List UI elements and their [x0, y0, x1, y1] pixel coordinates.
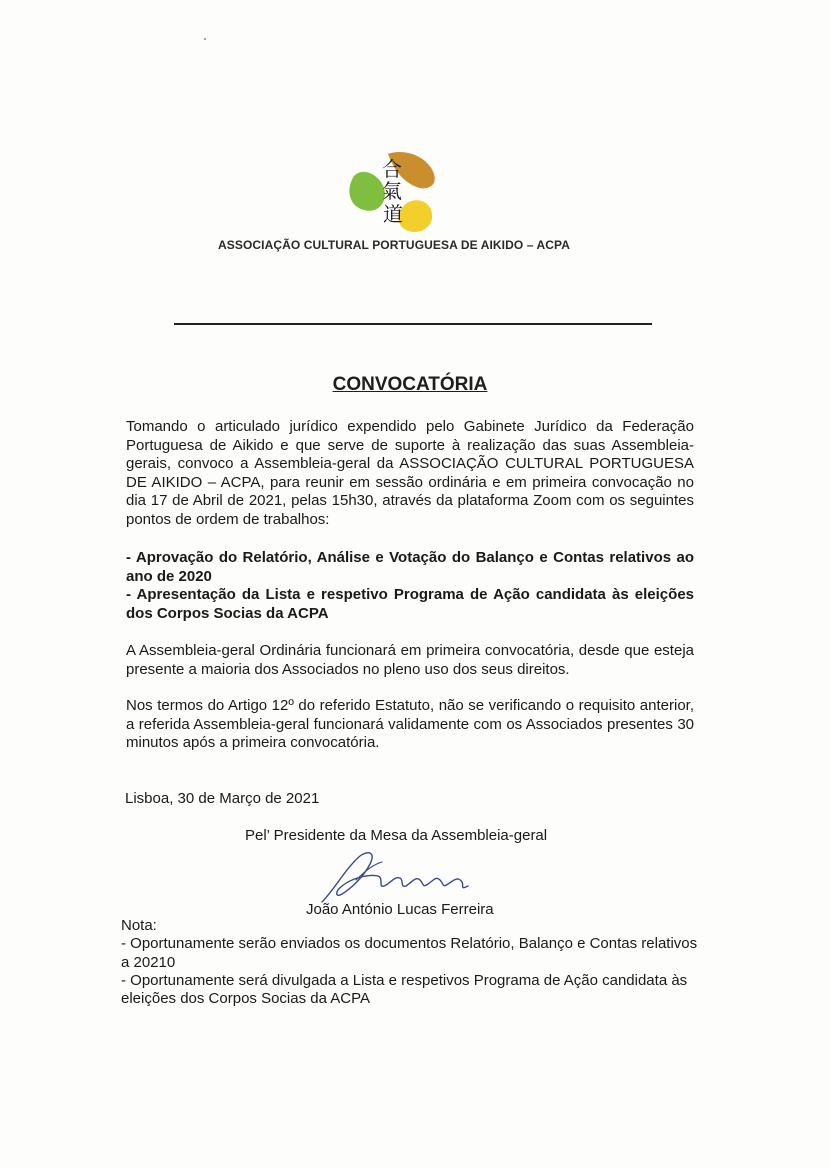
signatory-name: João António Lucas Ferreira — [306, 901, 494, 918]
agenda-item: - Apresentação da Lista e respetivo Programa de Ação candidata às eleições dos Corpos Socias da ACPA — [126, 586, 694, 622]
intro-paragraph: Tomando o articulado jurídico expendido pelo Gabinete Jurídico da Federação Portuguesa de Aikido e que serve de suporte à realização das suas Assembleia-gerais, convoco a Assembleia-geral da ASSOCIAÇÃO CULTURAL PORTUGUESA DE AIKIDO – ACPA, para reunir em sessão ordinária e em primeira convocação no dia 17 de Abril de 2021, pelas 15h30, através da plataforma Zoom com os seguintes pontos de ordem de trabalhos: — [126, 418, 694, 528]
article-paragraph: Nos termos do Artigo 12º do referido Estatuto, não se verificando o requisito anterior, a referida Assembleia-geral funcionará validamente com os Associados presentes 30 minutos após a primeira convocatória. — [126, 697, 694, 751]
logo-glyph-1: 合 — [382, 157, 402, 181]
note-item: - Oportunamente será divulgada a Lista e respetivos Programa de Ação candidata às eleições dos Corpos Socias da ACPA — [121, 971, 688, 1008]
note-item: - Oportunamente serão enviados os documentos Relatório, Balanço e Contas relativos a 20210 — [121, 935, 698, 971]
signatory-title: Pel’ Presidente da Mesa da Assembleia-geral — [245, 827, 548, 844]
place-date: Lisboa, 30 de Março de 2021 — [125, 790, 320, 807]
document-title: CONVOCATÓRIA — [332, 374, 488, 395]
notes-section — [121, 917, 701, 1008]
handwritten-signature — [312, 842, 482, 910]
scan-speck — [204, 38, 206, 40]
organization-name: ASSOCIAÇÃO CULTURAL PORTUGUESA DE AIKIDO – ACPA — [217, 238, 571, 252]
notes-heading: Nota: — [121, 917, 157, 934]
agenda-item: - Aprovação do Relatório, Análise e Votação do Balanço e Contas relativos ao ano de 2020 — [126, 549, 694, 585]
aikido-logo — [344, 148, 440, 238]
logo-glyph-3: 道 — [383, 202, 403, 226]
logo-glyph-2: 氣 — [382, 179, 402, 203]
quorum-paragraph: A Assembleia-geral Ordinária funcionará em primeira convocatória, desde que esteja presente a maioria dos Associados no pleno uso dos seus direitos. — [126, 642, 694, 678]
agenda-list — [126, 549, 694, 623]
header-divider — [174, 323, 652, 325]
